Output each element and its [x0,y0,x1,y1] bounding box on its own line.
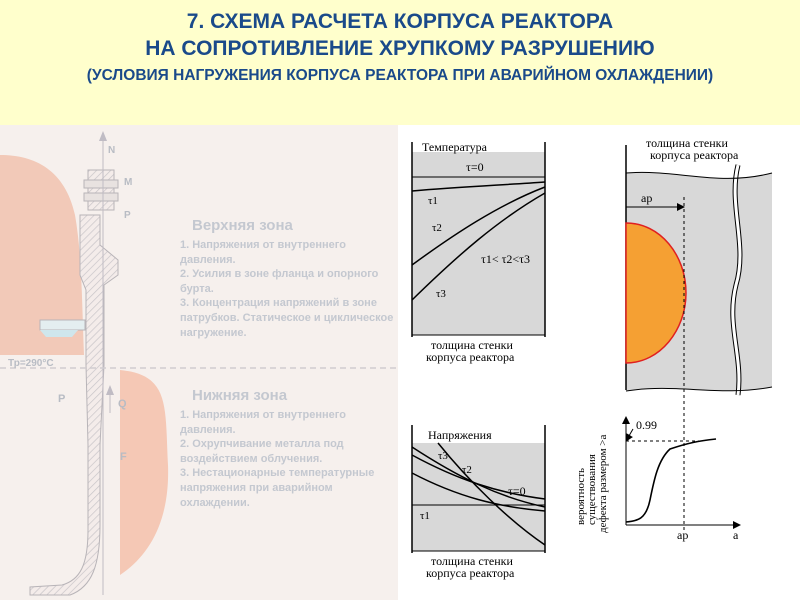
prob-value-pointer [626,429,633,441]
lower-zone-item: 1. Напряжения от внутреннего давления. [180,409,346,436]
temp-xlabel-1: толщина стенки [431,338,513,352]
arrow-q-icon [106,385,114,395]
lower-load-region [120,370,168,575]
wall-ap-label: aр [641,191,653,205]
force-n-label: N [108,145,116,156]
prob-value-label: 0.99 [636,418,657,432]
upper-zone-title: Верхняя зона [192,217,293,234]
pressure-p-top-label: P [124,210,131,221]
pressure-p-low-label: P [58,393,66,405]
probability-chart [575,417,740,542]
temperature-label: Тр=290°С [8,358,54,369]
lower-zone-item: 3. Нестационарные температурные напряжения при аварийном охлаждении. [180,467,375,509]
force-q-label: Q [118,398,127,410]
wall-label-2: корпуса реактора [650,148,739,162]
upper-zone-list [180,238,402,340]
temperature-chart [412,140,545,364]
stress-xlabel-1: толщина стенки [431,554,513,568]
charts-panel [398,125,800,600]
arrow-n-icon [99,131,107,141]
charts-svg [398,125,800,600]
page-title-line-2: НА СОПРОТИВЛЕНИЕ ХРУПКОМУ РАЗРУШЕНИЮ [145,37,655,60]
prob-curve [626,439,716,522]
temp-chart-title: Температура [422,140,487,154]
prob-ap-label: aр [677,528,689,542]
stress-xlabel-2: корпуса реактора [426,566,515,580]
temp-tau1-label: τ1 [428,195,438,207]
temp-tau3-label: τ3 [436,288,446,300]
upper-zone-item: 1. Напряжения от внутреннего давления. [180,239,346,266]
prob-ylabel-3: дефекта размером >a [597,434,609,533]
flange-bolt [88,170,114,210]
wall-defect-chart [626,136,772,533]
flange-nut [84,180,118,188]
lower-zone-list [180,408,402,510]
temp-xlabel-2: корпуса реактора [426,350,515,364]
prob-ylabel-1: вероятность [575,467,587,525]
upper-zone-item: 2. Усилия в зоне фланца и опорного бурта. [180,268,379,295]
stress-tau1-label: τ1 [420,510,430,522]
stress-chart-title: Напряжения [428,428,492,442]
prob-xlabel: a [733,528,739,542]
page-subtitle: (УСЛОВИЯ НАГРУЖЕНИЯ КОРПУСА РЕАКТОРА ПРИ АВАРИЙНОМ ОХЛАЖДЕНИИ) [86,67,714,84]
stress-chart [412,425,545,580]
stress-tau3-label: τ3 [438,450,448,462]
temp-tau2-label: τ2 [432,222,442,234]
lower-zone-item: 2. Охрупчивание металла под воздействием облучения. [180,438,344,465]
temp-relation-label: τ1< τ2<τ3 [481,252,531,266]
temp-tau0-label: τ=0 [466,160,484,174]
temperature-chart-area [412,152,545,335]
upper-zone-item: 3. Концентрация напряжений в зоне патрубков. Статическое и циклическое нагружение. [180,297,394,339]
vessel-diagram [0,125,405,600]
lower-zone-title: Нижняя зона [192,387,288,404]
nozzle [40,320,85,330]
stress-tau2-label: τ2 [462,464,472,476]
moment-m-label: M [124,177,133,188]
stress-tau0-label: τ=0 [508,484,526,498]
vessel-diagram-panel [0,125,405,600]
wall-label-1: толщина стенки [646,136,728,150]
page-title-line-1: 7. СХЕМА РАСЧЕТА КОРПУСА РЕАКТОРА [186,10,614,33]
prob-ylabel-2: существования [586,454,598,525]
force-f-label: F [120,451,127,463]
